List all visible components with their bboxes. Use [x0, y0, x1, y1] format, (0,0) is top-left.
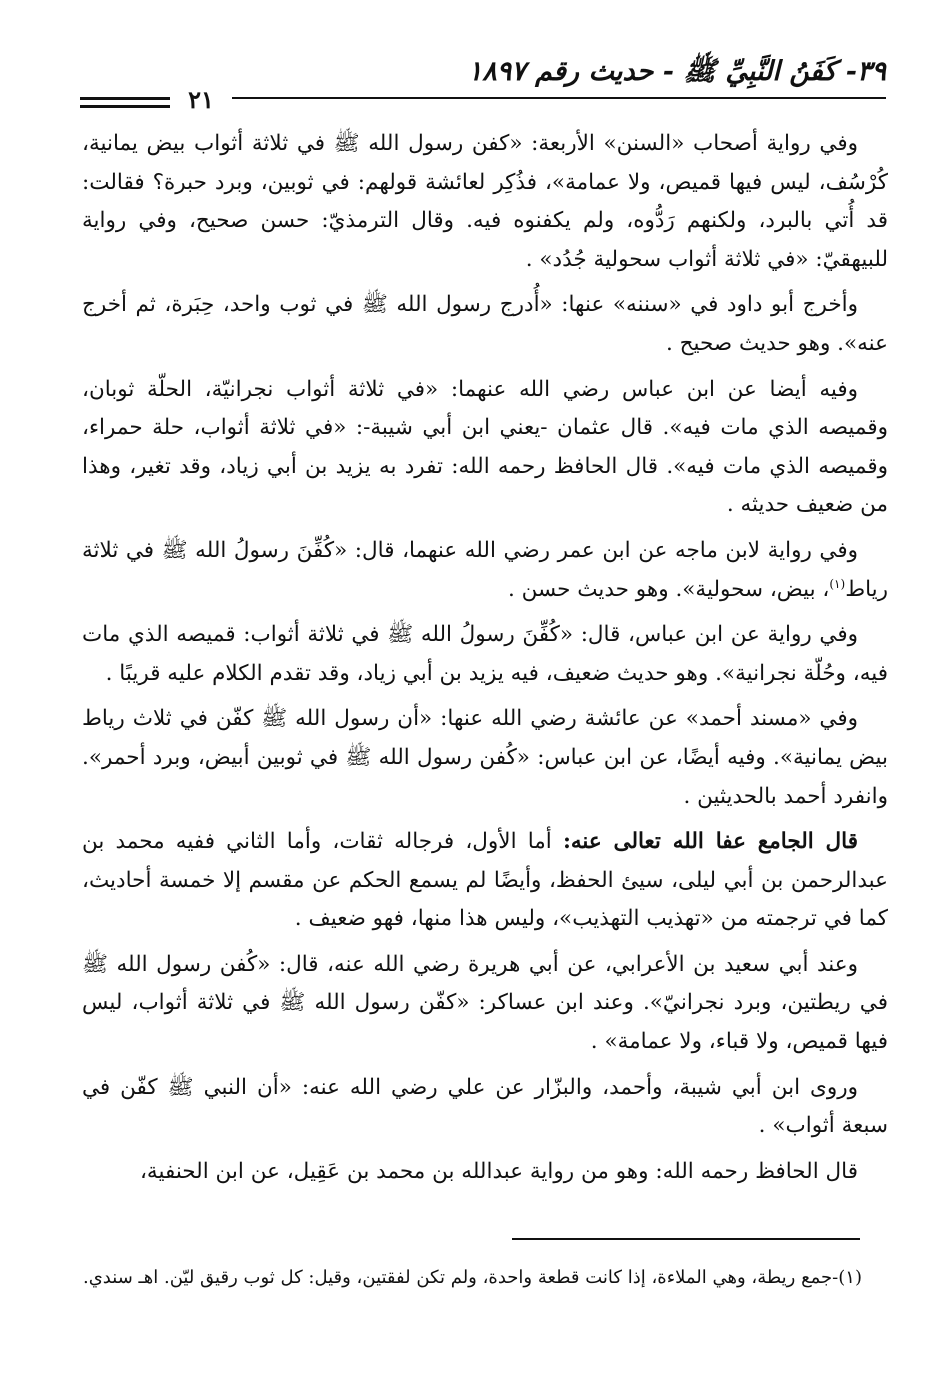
header-rule — [232, 97, 886, 99]
paragraph — [82, 532, 888, 609]
paragraph — [82, 371, 888, 525]
paragraph-text: وروى ابن أبي شيبة، وأحمد، والبزّار عن علي رضي الله عنه: «أن النبي ﷺ كفّن في سبعة أثواب» . — [82, 1074, 888, 1139]
paragraph — [82, 823, 888, 939]
paragraph-text: وفيه أيضا عن ابن عباس رضي الله عنهما: «في ثلاثة أثواب نجرانيّة، الحلّة ثوبان، وقميصه الذي مات فيه». قال عثمان -يعني ابن أبي شيبة-: «في ثلاثة أثواب، حلة حمراء، وقميصه الذي مات فيه». قال الحافظ رحمه الله: تفرد به يزيد بن أبي زياد، وقد تغير، وهذا من ضعيف حديثه . — [82, 376, 888, 518]
paragraph — [82, 1153, 888, 1192]
chapter-title: ٣٩- كَفَنُ النَّبِيِّ ﷺ - حديث رقم ١٨٩٧ — [467, 56, 886, 87]
footnote-marker[interactable]: (١) — [829, 576, 846, 591]
page-number-rule-bottom — [80, 105, 170, 108]
paragraph-text: وأخرج أبو داود في «سننه» عنها: «أُدرج رسول الله ﷺ في ثوب واحد، حِبَرة، ثم أخرج عنه». وهو حديث صحيح . — [82, 292, 888, 356]
paragraph-text: أما الأول، فرجاله ثقات، وأما الثاني ففيه محمد بن عبدالرحمن بن أبي ليلى، سيئ الحفظ، وأيضًا لم يسمع الحكم عن مقسم إلا خمسة أحاديث، كما في ترجمته من «تهذيب التهذيب»، وليس هذا منها، فهو ضعيف . — [82, 829, 888, 932]
page-number-rule-top — [80, 97, 170, 100]
paragraph-text: وفي رواية عن ابن عباس، قال: «كُفِّنَ رسولُ الله ﷺ في ثلاثة أثواب: قميصه الذي مات فيه، وحُلّة نجرانية». وهو حديث ضعيف، فيه يزيد بن أبي زياد، وقد تقدم الكلام عليه قريبًا . — [82, 622, 888, 686]
paragraph-text: قال الحافظ رحمه الله: وهو من رواية عبدالله بن محمد بن عَقِيل، عن ابن الحنفية، — [139, 1158, 858, 1184]
paragraph — [82, 1069, 888, 1146]
paragraph — [82, 946, 888, 1062]
footnote: (١)-جمع ريطة، وهي الملاءة، إذا كانت قطعة واحدة، ولم تكن لفقتين، وقيل: كل ثوب رقيق ليّن. اهـ سندي. — [83, 1267, 862, 1288]
paragraph-text: وفي «مسند أحمد» عن عائشة رضي الله عنها: «أن رسول الله ﷺ كفّن في ثلاث رياط بيض يمانية». وفيه أيضًا، عن ابن عباس: «كُفن رسول الله ﷺ في ثوبين أبيض، وبرد أحمر». وانفرد أحمد بالحديثين . — [82, 706, 888, 809]
footnote-separator — [512, 1238, 860, 1240]
paragraph-text: وفي رواية لابن ماجه عن ابن عمر رضي الله عنهما، قال: «كُفِّنَ رسولُ الله ﷺ في ثلاثة رياط — [82, 537, 888, 602]
paragraph-text: وفي رواية أصحاب «السنن» الأربعة: «كفن رسول الله ﷺ في ثلاثة أثواب بيض يمانية، كُرْسُف، ليس فيها قميص، ولا عمامة»، فذُكِر لعائشة قولهم: في ثوبين، وبرد حبرة؟ فقالت: قد أُتي بالبرد، ولكنهم رَدُّوه، ولم يكفنوه فيه. وقال الترمذيّ: حسن صحيح، وفي رواية للبيهقيّ: «في ثلاثة أثواب سحولية جُدُد» . — [82, 131, 888, 272]
page-number: ٢١ — [188, 85, 214, 114]
paragraph-lead: قال الجامع عفا الله تعالى عنه: — [562, 829, 858, 855]
paragraph — [82, 616, 888, 693]
paragraph-text-after: ، بيض، سحولية». وهو حديث حسن . — [507, 576, 830, 602]
paragraph-text: وعند أبي سعيد بن الأعرابي، عن أبي هريرة رضي الله عنه، قال: «كُفن رسول الله ﷺ في ريطتين، وبرد نجرانيّ». وعند ابن عساكر: «كفّن رسول الله ﷺ في ثلاثة أثواب، ليس فيها قميص، ولا قباء، ولا عمامة» . — [82, 951, 888, 1055]
main-text — [82, 125, 888, 1198]
paragraph — [82, 125, 888, 279]
paragraph — [82, 700, 888, 816]
paragraph — [82, 286, 888, 363]
